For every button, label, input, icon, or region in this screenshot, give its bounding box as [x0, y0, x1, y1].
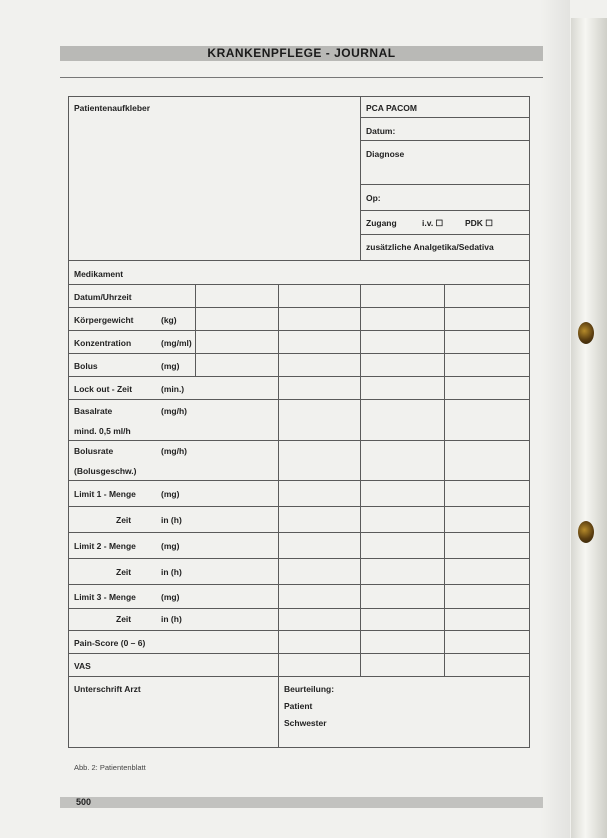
- header-rule: [60, 77, 543, 78]
- row-limit3-zeit-unit: in (h): [161, 614, 182, 624]
- row-basalrate-unit: (mg/h): [161, 406, 187, 416]
- row-limit3-menge: Limit 3 - Menge: [74, 592, 136, 602]
- row-bolus: Bolus: [74, 361, 98, 371]
- row-bolusrate-unit: (mg/h): [161, 446, 187, 456]
- journal-title: KRANKENPFLEGE - JOURNAL: [207, 46, 396, 60]
- row-vas: VAS: [74, 661, 91, 671]
- form-bottom-border: [68, 747, 530, 748]
- diagnose-field[interactable]: Diagnose: [366, 149, 405, 159]
- pdk-checkbox[interactable]: PDK ☐: [465, 218, 493, 228]
- op-field[interactable]: Op:: [366, 193, 381, 203]
- row-bolusrate: Bolusrate: [74, 446, 114, 456]
- row-medikament: Medikament: [74, 269, 124, 279]
- row-lockout-unit: (min.): [161, 384, 185, 394]
- pca-divider: [360, 96, 361, 260]
- row-limit2-zeit-unit: in (h): [161, 567, 182, 577]
- signature-doctor-label: Unterschrift Arzt: [74, 684, 141, 694]
- datum-field[interactable]: Datum:: [366, 126, 396, 136]
- binder-ring-hole-upper: [578, 322, 594, 344]
- binder-edge: [571, 18, 607, 838]
- zugang-label: Zugang: [366, 218, 397, 228]
- row-limit1-zeit: Zeit: [116, 515, 132, 525]
- journal-header-bar: [60, 46, 543, 61]
- row-limit3-zeit: Zeit: [116, 614, 132, 624]
- row-lockout: Lock out - Zeit: [74, 384, 133, 394]
- row-bolus-unit: (mg): [161, 361, 180, 371]
- figure-caption: Abb. 2: Patientenblatt: [74, 763, 146, 772]
- row-pain-score: Pain-Score (0 – 6): [74, 638, 146, 648]
- assessment-nurse-label: Schwester: [284, 718, 327, 728]
- row-limit1-zeit-unit: in (h): [161, 515, 182, 525]
- row-limit1-menge: Limit 1 - Menge: [74, 489, 136, 499]
- form-top-border: [68, 96, 530, 97]
- row-basalrate: Basalrate: [74, 406, 113, 416]
- form-right-border: [529, 96, 530, 748]
- row-koerpergewicht: Körpergewicht: [74, 315, 134, 325]
- page-shadow: [540, 0, 570, 838]
- analgetika-field[interactable]: zusätzliche Analgetika/Sedativa: [366, 242, 494, 252]
- row-limit2-menge: Limit 2 - Menge: [74, 541, 136, 551]
- form-left-border: [68, 96, 69, 748]
- assessment-label: Beurteilung:: [284, 684, 335, 694]
- row-limit1-menge-unit: (mg): [161, 489, 180, 499]
- row-limit2-zeit: Zeit: [116, 567, 132, 577]
- row-datum-uhrzeit: Datum/Uhrzeit: [74, 292, 132, 302]
- page-number: 500: [76, 797, 92, 807]
- pca-form: [68, 96, 530, 748]
- binder-ring-hole-lower: [578, 521, 594, 543]
- row-basalrate-note: mind. 0,5 ml/h: [74, 426, 131, 436]
- row-konzentration-unit: (mg/ml): [161, 338, 192, 348]
- pca-pacom-title: PCA PACOM: [366, 103, 417, 113]
- row-konzentration: Konzentration: [74, 338, 132, 348]
- row-limit2-menge-unit: (mg): [161, 541, 180, 551]
- assessment-patient-label: Patient: [284, 701, 313, 711]
- row-koerpergewicht-unit: (kg): [161, 315, 177, 325]
- patient-sticker-label: Patientenaufkleber: [74, 103, 151, 113]
- iv-checkbox[interactable]: i.v. ☐: [422, 218, 444, 228]
- row-bolusgeschw: (Bolusgeschw.): [74, 466, 137, 476]
- footer-bar: [60, 797, 543, 808]
- row-limit3-menge-unit: (mg): [161, 592, 180, 602]
